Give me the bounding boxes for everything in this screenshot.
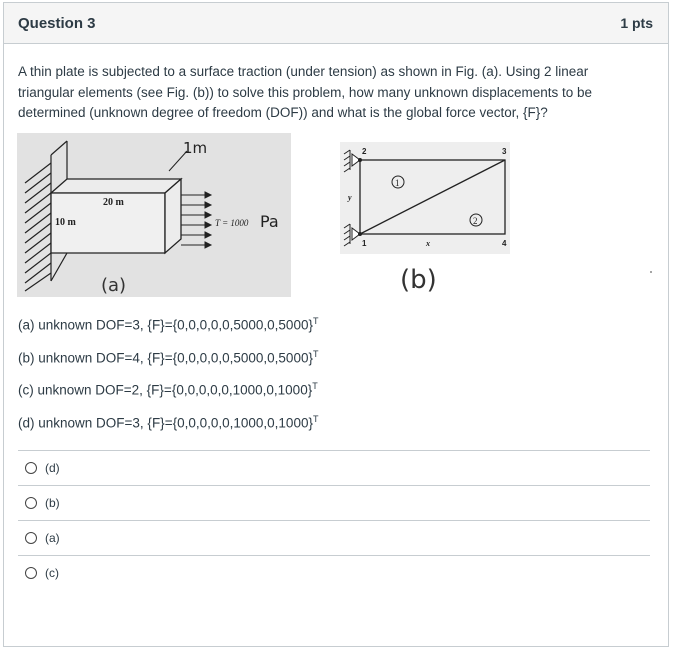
radio-button[interactable] — [25, 567, 37, 579]
figure-b — [340, 142, 510, 254]
axis-y-label: y — [348, 193, 352, 202]
dim-height: 10 m — [55, 217, 76, 228]
dim-length: 20 m — [103, 197, 124, 208]
element-2-label: 2 — [473, 216, 478, 226]
figure-a — [17, 133, 291, 297]
choice-a: (a) unknown DOF=3, $\{F\}=\{0,0,0,0,0,5000,0,5000\}^T$ — [18, 316, 319, 333]
node-3-label: 3 — [502, 147, 507, 156]
choice-d: (d) unknown DOF=3, $\{F\}=\{0,0,0,0,0,1000,0,1000\}^T$ — [18, 413, 319, 430]
plate-a — [51, 179, 181, 253]
answer-label: (d) — [45, 461, 60, 475]
figure-b-label: (b) — [400, 265, 437, 295]
node-2-label: 2 — [362, 147, 367, 156]
choice-list — [18, 311, 318, 441]
element-1-label: 1 — [395, 178, 400, 188]
node-4-label: 4 — [502, 239, 507, 248]
radio-button[interactable] — [25, 462, 37, 474]
question-title: Question 3 — [18, 14, 96, 32]
radio-button[interactable] — [25, 532, 37, 544]
radio-button[interactable] — [25, 497, 37, 509]
answer-option[interactable] — [18, 485, 650, 520]
stray-dot — [650, 271, 652, 273]
answer-label: (a) — [45, 531, 60, 545]
answer-option[interactable] — [18, 450, 650, 485]
answer-label: (b) — [45, 496, 60, 510]
dim-thickness: 1m — [183, 139, 208, 157]
answer-option[interactable] — [18, 520, 650, 555]
question-header — [4, 3, 668, 44]
axis-x-label: x — [426, 239, 430, 248]
figure-a-label: (a) — [101, 275, 127, 296]
answer-option[interactable] — [18, 555, 650, 590]
answer-label: (c) — [45, 566, 59, 580]
question-text: A thin plate is subjected to a surface traction (under tension) as shown in Fig. (a). Using 2 linear triangular elements (see Fig. (b)) to solve this problem, how many unknown displacements to be determined (unknown degree of freedom (DOF)) and what is the global force vector, {F}? — [18, 64, 593, 120]
traction-value: T = 1000 — [215, 218, 249, 228]
traction-unit: Pa — [260, 212, 279, 231]
choice-c: (c) unknown DOF=2, $\{F\}=\{0,0,0,0,0,1000,0,1000\}^T$ — [18, 381, 318, 398]
question-points: 1 pts — [620, 15, 653, 31]
choice-b: (b) unknown DOF=4, $\{F\}=\{0,0,0,0,0,5000,0,5000\}^T$ — [18, 348, 319, 365]
answer-list — [18, 450, 650, 590]
node-1-label: 1 — [362, 239, 367, 248]
